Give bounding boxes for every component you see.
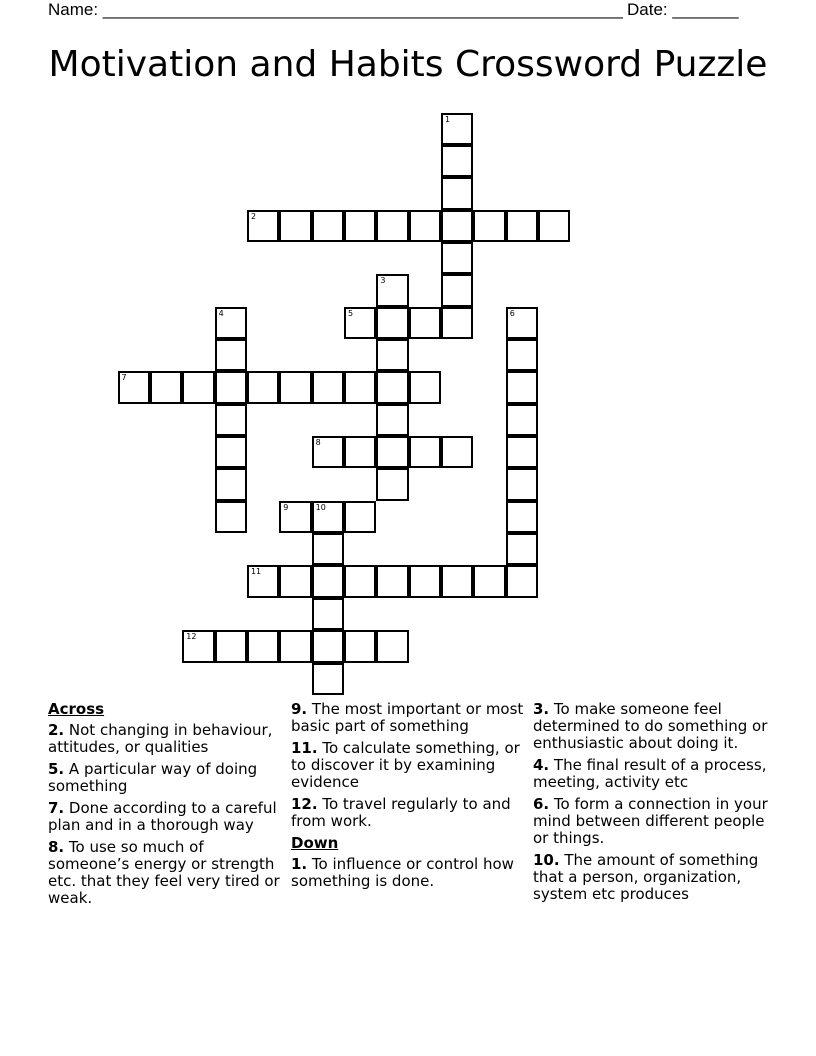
grid-cell[interactable] <box>441 242 473 274</box>
grid-cell[interactable] <box>506 436 538 468</box>
grid-cell[interactable] <box>312 630 344 662</box>
down-clue-10: 10. The amount of something that a person, organization, system etc produces <box>533 851 759 903</box>
grid-cell[interactable] <box>247 630 279 662</box>
clue-number: 12 <box>186 632 197 642</box>
grid-cell[interactable] <box>376 468 408 500</box>
grid-cell-5[interactable] <box>344 307 376 339</box>
grid-cell[interactable] <box>506 468 538 500</box>
grid-cell-9[interactable] <box>279 501 311 533</box>
across-clue-8: 8. To use so much of someone’s energy or strength etc. that they feel very tired or weak. <box>48 838 280 907</box>
grid-cell[interactable] <box>409 210 441 242</box>
grid-cell[interactable] <box>473 210 505 242</box>
grid-cell[interactable] <box>506 404 538 436</box>
grid-cell[interactable] <box>312 598 344 630</box>
grid-cell[interactable] <box>441 145 473 177</box>
grid-cell-6[interactable] <box>506 307 538 339</box>
down-clue-4: 4. The final result of a process, meeting, activity etc <box>533 756 767 791</box>
across-clue-11: 11. To calculate something, or to discover it by examining evidence <box>291 739 520 791</box>
clue-column-3 <box>533 701 769 908</box>
grid-cell[interactable] <box>215 501 247 533</box>
grid-cell[interactable] <box>312 371 344 403</box>
grid-cell[interactable] <box>409 307 441 339</box>
grid-cell[interactable] <box>538 210 570 242</box>
name-field-label: Name: _______________________________________________________ <box>48 0 623 19</box>
grid-cell[interactable] <box>376 565 408 597</box>
clue-number: 6 <box>509 308 515 318</box>
clue-number: 11 <box>250 567 262 577</box>
grid-cell-2[interactable] <box>247 210 279 242</box>
grid-cell[interactable] <box>344 565 376 597</box>
across-clue-9: 9. The most important or most basic part of something <box>291 700 524 735</box>
down-clue-1: 1. To influence or control how something is done. <box>291 855 514 890</box>
grid-cell[interactable] <box>312 663 344 695</box>
date-field-label: Date: _______ <box>627 0 739 19</box>
grid-cell[interactable] <box>506 339 538 371</box>
grid-cell-11[interactable] <box>247 565 279 597</box>
grid-cell[interactable] <box>215 630 247 662</box>
grid-cell[interactable] <box>215 339 247 371</box>
grid-cell[interactable] <box>344 371 376 403</box>
grid-cell[interactable] <box>344 501 376 533</box>
clue-column-1 <box>48 701 284 912</box>
clue-number: 5 <box>348 308 354 318</box>
grid-cell[interactable] <box>344 210 376 242</box>
grid-cell[interactable] <box>344 630 376 662</box>
grid-cell[interactable] <box>409 565 441 597</box>
clue-number: 2 <box>250 211 257 221</box>
grid-cell[interactable] <box>441 436 473 468</box>
down-heading: Down <box>291 834 339 852</box>
grid-cell-1[interactable] <box>441 113 473 145</box>
down-clue-6: 6. To form a connection in your mind between different people or things. <box>533 795 768 847</box>
grid-cell[interactable] <box>182 371 214 403</box>
grid-cell[interactable] <box>150 371 182 403</box>
grid-cell-4[interactable] <box>215 307 247 339</box>
clue-number: 9 <box>283 502 289 512</box>
grid-cell[interactable] <box>279 565 311 597</box>
grid-cell[interactable] <box>376 307 408 339</box>
clue-number: 4 <box>218 308 224 318</box>
clue-number: 1 <box>445 114 451 124</box>
grid-cell-8[interactable] <box>312 436 344 468</box>
grid-cell[interactable] <box>506 533 538 565</box>
grid-cell[interactable] <box>409 436 441 468</box>
grid-cell[interactable] <box>506 371 538 403</box>
grid-cell[interactable] <box>409 371 441 403</box>
grid-cell[interactable] <box>441 307 473 339</box>
down-clue-3: 3. To make someone feel determined to do something or enthusiastic about doing it. <box>533 700 768 752</box>
grid-cell[interactable] <box>279 630 311 662</box>
across-clue-7: 7. Done according to a careful plan and in a thorough way <box>48 799 277 834</box>
grid-cell[interactable] <box>215 468 247 500</box>
grid-cell[interactable] <box>215 404 247 436</box>
grid-cell[interactable] <box>376 210 408 242</box>
clue-number: 7 <box>121 373 127 383</box>
grid-cell[interactable] <box>344 436 376 468</box>
grid-cell-7[interactable] <box>118 371 150 403</box>
grid-cell[interactable] <box>215 371 247 403</box>
clue-column-2 <box>291 701 527 895</box>
page-title: Motivation and Habits Crossword Puzzle <box>48 44 768 85</box>
clue-number: 8 <box>315 438 321 448</box>
grid-cell[interactable] <box>279 210 311 242</box>
grid-cell[interactable] <box>441 274 473 306</box>
grid-cell[interactable] <box>473 565 505 597</box>
clue-number: 3 <box>380 276 386 286</box>
grid-cell[interactable] <box>215 436 247 468</box>
grid-cell-3[interactable] <box>376 274 408 306</box>
across-clue-5: 5. A particular way of doing something <box>48 760 258 795</box>
grid-cell[interactable] <box>312 210 344 242</box>
grid-cell[interactable] <box>312 533 344 565</box>
grid-cell[interactable] <box>279 371 311 403</box>
grid-cell[interactable] <box>376 371 408 403</box>
grid-cell[interactable] <box>441 565 473 597</box>
grid-cell[interactable] <box>312 565 344 597</box>
grid-cell[interactable] <box>376 630 408 662</box>
grid-cell[interactable] <box>376 339 408 371</box>
clue-number: 10 <box>315 502 326 512</box>
grid-cell[interactable] <box>506 565 538 597</box>
grid-cell[interactable] <box>441 210 473 242</box>
grid-cell[interactable] <box>506 501 538 533</box>
grid-cell[interactable] <box>376 436 408 468</box>
grid-cell-10[interactable] <box>312 501 344 533</box>
across-clue-12: 12. To travel regularly to and from work. <box>291 795 511 830</box>
across-heading: Across <box>48 700 105 718</box>
grid-cell[interactable] <box>506 210 538 242</box>
grid-cell[interactable] <box>247 371 279 403</box>
across-clue-2: 2. Not changing in behaviour, attitudes, or qualities <box>48 721 273 756</box>
grid-cell-12[interactable] <box>182 630 214 662</box>
grid-cell[interactable] <box>376 404 408 436</box>
grid-cell[interactable] <box>441 177 473 209</box>
